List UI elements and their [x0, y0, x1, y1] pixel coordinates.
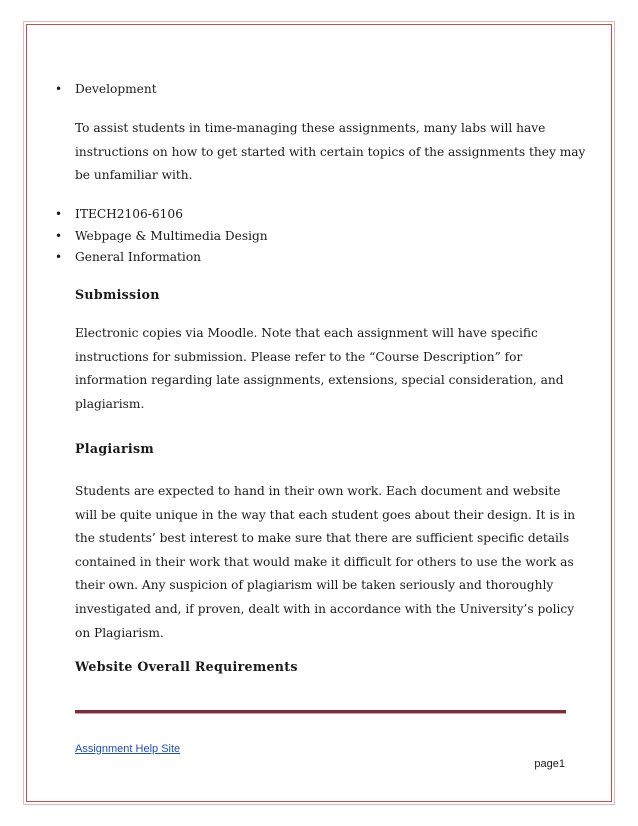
- bullet-item-course-code: [55, 207, 183, 221]
- bullet-item-course-name: [55, 229, 268, 243]
- intro-paragraph: [75, 117, 586, 188]
- paragraph-line: instructions on how to get started with certain topics of the assignments they may: [75, 144, 586, 159]
- bullet-item-general-info: [55, 250, 201, 264]
- bullet-text: Webpage & Multimedia Design: [75, 229, 268, 243]
- bullet-icon: •: [55, 250, 63, 264]
- assignment-help-site-link[interactable]: Assignment Help Site: [75, 743, 181, 755]
- paragraph-line: contained in their work that would make it difficult for others to use the work as: [75, 554, 574, 569]
- paragraph-line: be unfamiliar with.: [75, 168, 193, 183]
- footer-divider: [75, 710, 566, 713]
- bullet-icon: •: [55, 207, 63, 221]
- paragraph-line: instructions for submission. Please refer to the “Course Description” for: [75, 349, 523, 364]
- website-requirements-heading: Website Overall Requirements: [75, 659, 298, 674]
- paragraph-line: the students’ best interest to make sure that there are sufficient specific details: [75, 531, 570, 546]
- plagiarism-heading: Plagiarism: [75, 441, 154, 456]
- bullet-text: Development: [75, 82, 157, 96]
- submission-heading: Submission: [75, 287, 160, 302]
- bullet-icon: •: [55, 229, 63, 243]
- submission-paragraph: [75, 322, 575, 416]
- paragraph-line: investigated and, if proven, dealt with in accordance with the University’s policy: [75, 601, 575, 616]
- paragraph-line: Students are expected to hand in their own work. Each document and website: [75, 484, 561, 498]
- paragraph-line: on Plagiarism.: [75, 625, 164, 640]
- paragraph-line: will be quite unique in the way that each student goes about their design. It is in: [75, 507, 576, 522]
- bullet-icon: •: [55, 82, 63, 96]
- bullet-item-development: [55, 82, 157, 96]
- paragraph-line: information regarding late assignments, extensions, special consideration, and: [75, 373, 564, 388]
- bullet-text: General Information: [75, 250, 202, 264]
- bullet-text: ITECH2106-6106: [75, 207, 183, 221]
- paragraph-line: their own. Any suspicion of plagiarism will be taken seriously and thoroughly: [75, 578, 554, 593]
- paragraph-line: To assist students in time-managing these assignments, many labs will have: [75, 121, 546, 135]
- page-number: page1: [534, 758, 565, 770]
- paragraph-line: plagiarism.: [75, 396, 145, 411]
- plagiarism-paragraph: [75, 480, 575, 645]
- paragraph-line: Electronic copies via Moodle. Note that each assignment will have specific: [75, 326, 538, 340]
